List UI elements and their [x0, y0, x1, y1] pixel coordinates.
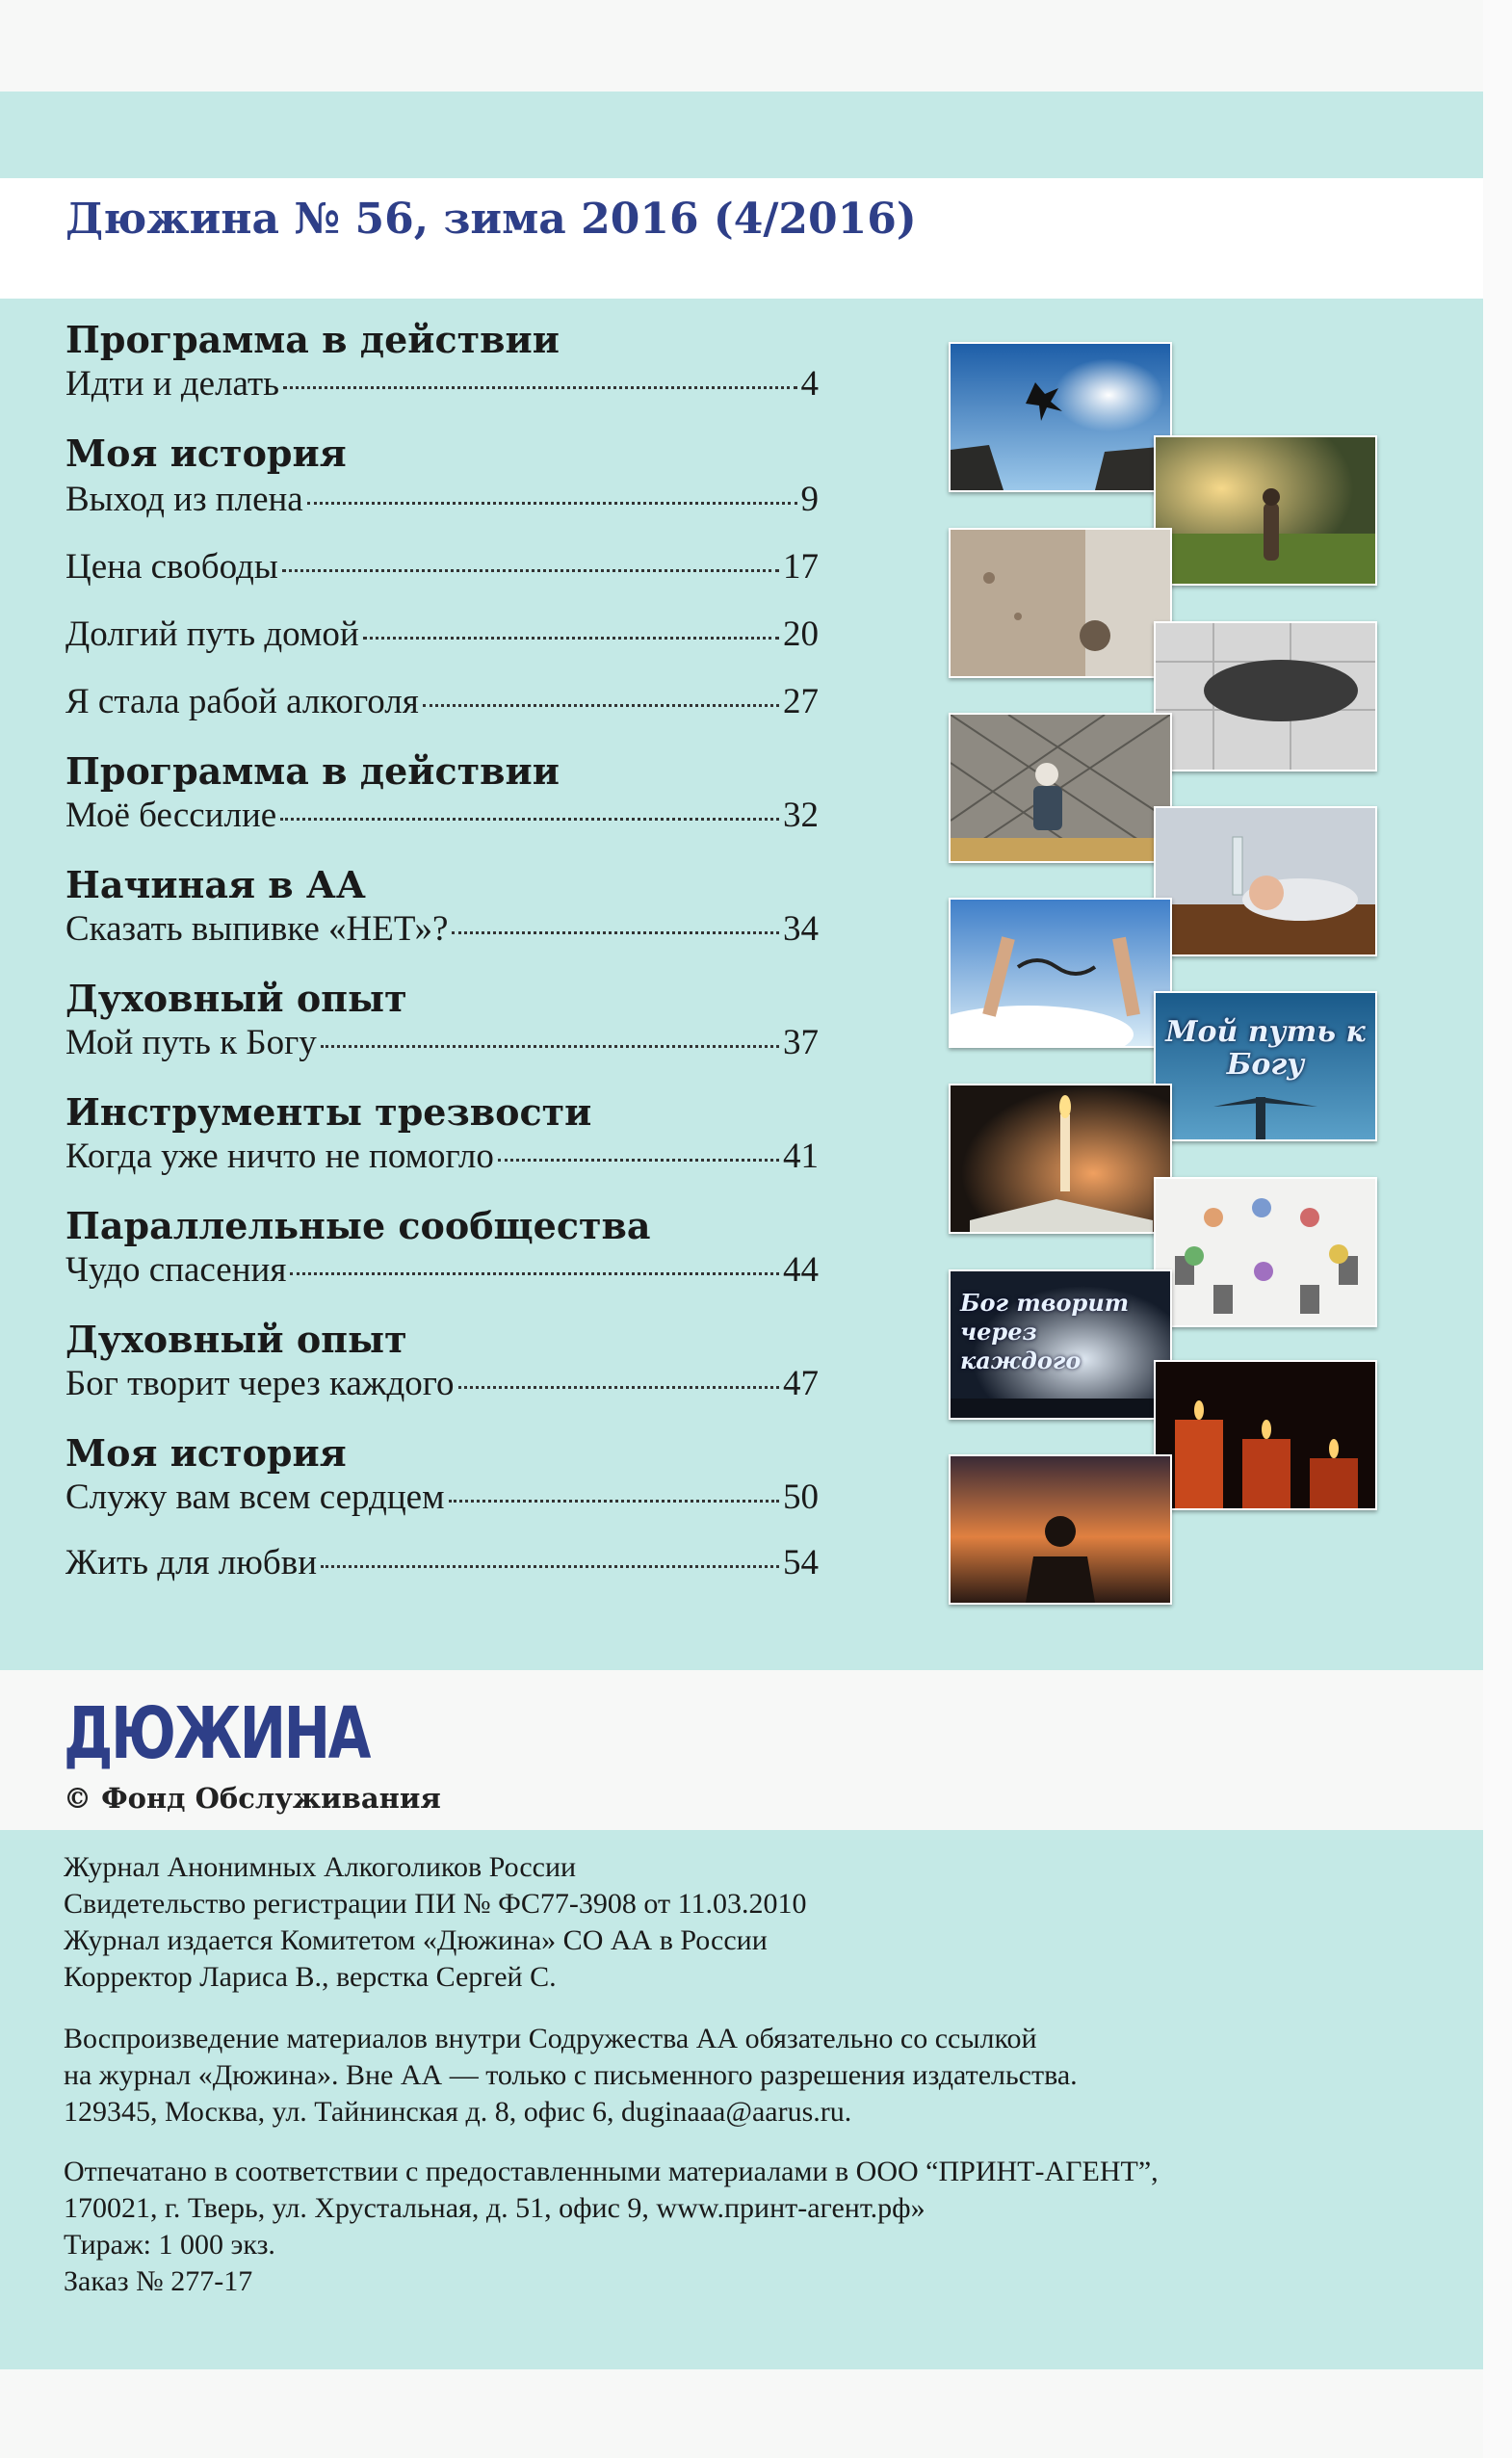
- dot-leader: [290, 1272, 779, 1275]
- magazine-logo: ДЮЖИНА: [64, 1692, 370, 1775]
- imprint-line: Воспроизведение материалов внутри Содружества АА обязательно со ссылкой: [64, 2023, 1037, 2054]
- dot-leader: [449, 1500, 779, 1503]
- thumb-candles[interactable]: [1154, 1360, 1377, 1510]
- imprint-line: Свидетельство регистрации ПИ № ФС77-3908 от 11.03.2010: [64, 1888, 807, 1920]
- toc-entry-title: Идти и делать: [65, 364, 280, 404]
- imprint-line: Тираж: 1 000 экз.: [64, 2229, 275, 2261]
- thumb-lying-man[interactable]: [1154, 621, 1377, 771]
- dot-leader: [498, 1159, 779, 1162]
- toc-entry-page: 17: [783, 547, 819, 587]
- thumb-jumping-man[interactable]: [949, 342, 1172, 492]
- toc-entry-title: Чудо спасения: [65, 1250, 287, 1290]
- toc-section: Духовный опыт: [65, 1318, 407, 1361]
- thumb-caption: Мой путь к Богу: [1165, 1015, 1366, 1082]
- toc-entry[interactable]: [65, 680, 819, 724]
- toc-section: Программа в действии: [65, 318, 560, 361]
- dot-leader: [423, 704, 779, 707]
- dot-leader: [452, 931, 779, 934]
- dot-leader: [280, 818, 779, 821]
- thumb-my-path-to-god[interactable]: [1154, 991, 1377, 1141]
- dot-leader: [363, 637, 779, 640]
- dot-leader: [321, 1565, 779, 1568]
- toc-entry-page: 47: [783, 1364, 819, 1403]
- toc-entry[interactable]: [65, 545, 819, 589]
- toc-entry-page: 34: [783, 909, 819, 949]
- toc-entry-title: Моё бессилие: [65, 796, 277, 835]
- toc-entry[interactable]: [65, 362, 819, 406]
- toc-entry-title: Выход из плена: [65, 480, 303, 519]
- toc-entry[interactable]: [65, 794, 819, 838]
- dot-leader: [321, 1045, 779, 1048]
- dot-leader: [282, 569, 779, 572]
- toc-entry[interactable]: [65, 907, 819, 952]
- toc-entry-page: 41: [783, 1137, 819, 1176]
- toc-entry-title: Долгий путь домой: [65, 614, 359, 654]
- thumb-god-works-through-each[interactable]: [949, 1269, 1172, 1420]
- imprint-line: Журнал издается Комитетом «Дюжина» СО АА в России: [64, 1924, 768, 1956]
- thumb-sitting-woman[interactable]: [949, 713, 1172, 863]
- toc-entry-page: 32: [783, 796, 819, 835]
- toc-entry[interactable]: [65, 1021, 819, 1065]
- toc-entry-page: 4: [800, 364, 819, 404]
- dot-leader: [283, 386, 796, 389]
- issue-title: Дюжина № 56, зима 2016 (4/2016): [65, 195, 917, 244]
- thumb-caption: Бог творит через каждого: [960, 1289, 1130, 1374]
- toc-entry-title: Служу вам всем сердцем: [65, 1477, 445, 1517]
- thumb-bottle-man[interactable]: [1154, 806, 1377, 956]
- page-edge: [1483, 0, 1512, 2458]
- dot-leader: [458, 1386, 779, 1389]
- imprint-line: Корректор Лариса В., верстка Сергей С.: [64, 1961, 557, 1993]
- copyright: © Фонд Обслуживания: [64, 1782, 441, 1815]
- toc-entry-title: Цена свободы: [65, 547, 278, 587]
- imprint-line: 129345, Москва, ул. Тайнинская д. 8, офис 6, duginaaa@aarus.ru.: [64, 2096, 852, 2128]
- thumb-broken-chains[interactable]: [949, 898, 1172, 1048]
- toc-entry[interactable]: [65, 1362, 819, 1406]
- toc-entry[interactable]: [65, 1135, 819, 1179]
- toc-entry[interactable]: [65, 478, 819, 522]
- toc-entry-page: 50: [783, 1477, 819, 1517]
- imprint-line: 170021, г. Тверь, ул. Хрустальная, д. 51, офис 9, www.принт-агент.рф»: [64, 2192, 925, 2224]
- imprint-line: Заказ № 277-17: [64, 2265, 253, 2297]
- toc-section: Программа в действии: [65, 749, 560, 793]
- toc-entry[interactable]: [65, 1541, 819, 1585]
- toc-entry-title: Я стала рабой алкоголя: [65, 682, 419, 721]
- toc-entry-page: 20: [783, 614, 819, 654]
- imprint-line: Отпечатано в соответствии с предоставленными материалами в ООО “ПРИНТ-АГЕНТ”,: [64, 2156, 1159, 2187]
- thumb-girl-sunset[interactable]: [1154, 435, 1377, 586]
- toc-entry[interactable]: [65, 613, 819, 657]
- toc-section: Начиная в АА: [65, 863, 366, 906]
- toc-entry-page: 27: [783, 682, 819, 721]
- dot-leader: [307, 502, 797, 505]
- toc-entry-page: 54: [783, 1543, 819, 1582]
- toc-entry-page: 37: [783, 1023, 819, 1062]
- thumb-silhouette-sunset[interactable]: [949, 1454, 1172, 1605]
- toc-entry-title: Бог творит через каждого: [65, 1364, 455, 1403]
- thumb-wall-cat[interactable]: [949, 528, 1172, 678]
- thumb-group-circle[interactable]: [1154, 1177, 1377, 1327]
- toc-section: Духовный опыт: [65, 977, 407, 1020]
- toc-section: Параллельные сообщества: [65, 1204, 651, 1247]
- toc-entry-title: Жить для любви: [65, 1543, 318, 1582]
- top-color-band: [0, 92, 1483, 178]
- toc-section: Моя история: [65, 431, 347, 475]
- toc-entry-title: Мой путь к Богу: [65, 1023, 317, 1062]
- toc-entry-page: 44: [783, 1250, 819, 1290]
- toc-entry[interactable]: [65, 1476, 819, 1520]
- imprint-line: на журнал «Дюжина». Вне АА — только с письменного разрешения издательства.: [64, 2059, 1078, 2091]
- toc-entry[interactable]: [65, 1248, 819, 1293]
- toc-entry-title: Сказать выпивке «НЕТ»?: [65, 909, 449, 949]
- thumb-candle-book[interactable]: [949, 1084, 1172, 1234]
- toc-section: Инструменты трезвости: [65, 1090, 592, 1134]
- toc-entry-title: Когда уже ничто не помогло: [65, 1137, 494, 1176]
- toc-entry-page: 9: [800, 480, 819, 519]
- imprint-line: Журнал Анонимных Алкоголиков России: [64, 1851, 577, 1883]
- toc-section: Моя история: [65, 1431, 347, 1475]
